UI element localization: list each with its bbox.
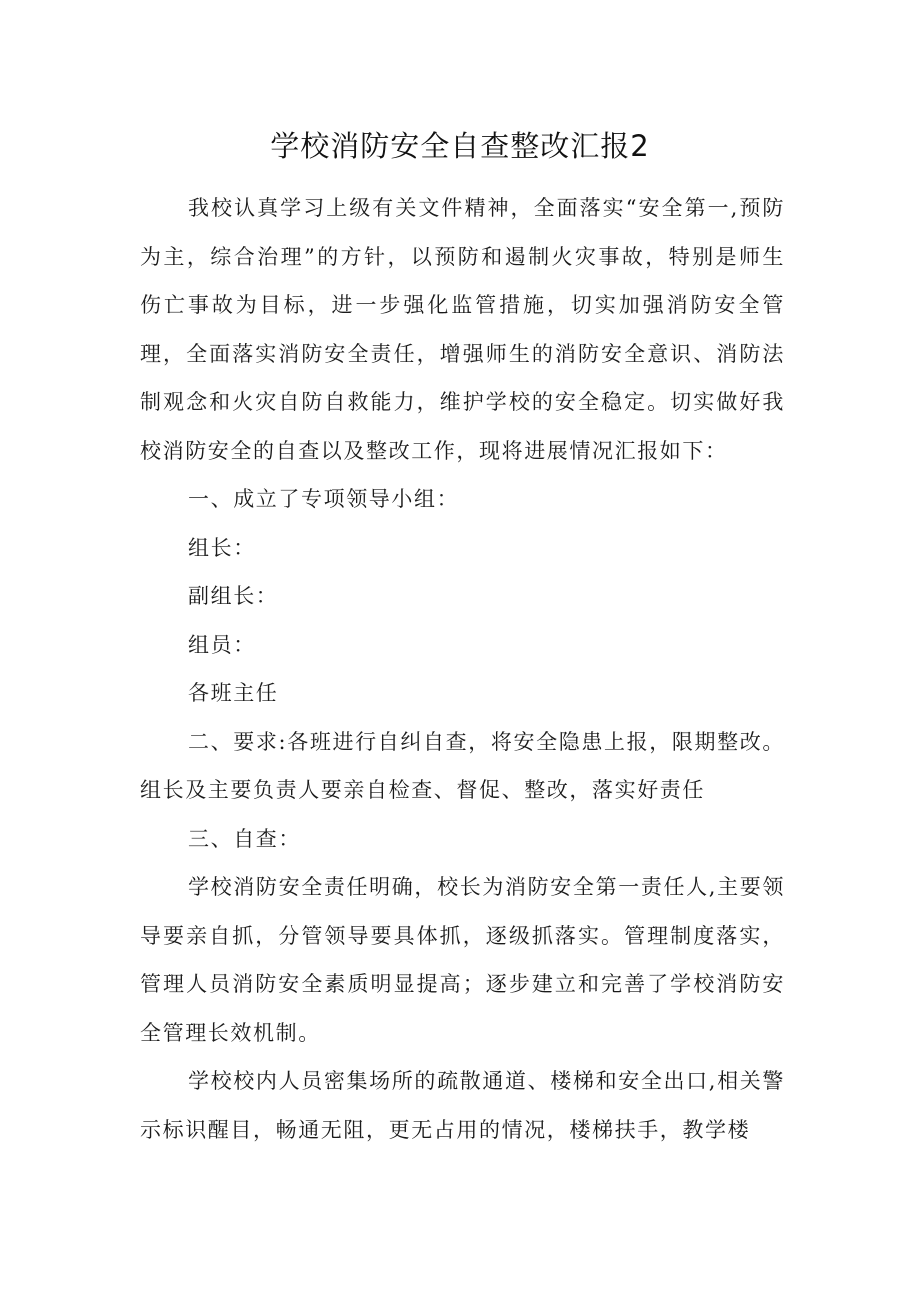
document-title: 学校消防安全自查整改汇报2 [270,129,650,163]
role-members: 组员： [188,632,256,657]
role-leader: 组长： [188,535,256,560]
document-body [140,184,785,1154]
section-heading-3: 三、自查： [188,826,301,851]
section-requirements: 二、要求:各班进行自纠自查，将安全隐患上报，限期整改。组长及主要负责人要亲自检查、督促、整改，落实好责任 [140,729,785,802]
paragraph-intro: 我校认真学习上级有关文件精神，全面落实“安全第一,预防为主，综合治理”的方针，以预防和遏制火灾事故，特别是师生伤亡事故为目标，进一步强化监管措施，切实加强消防安全管理，全面落实消防安全责任，增强师生的消防安全意识、消防法制观念和火灾自防自救能力，维护学校的安全稳定。切实做好我校消防安全的自查以及整改工作，现将进展情况汇报如下： [140,196,785,463]
role-class-teachers: 各班主任 [188,681,279,705]
role-deputy-leader: 副组长： [188,584,279,608]
paragraph-responsibility: 学校消防安全责任明确，校长为消防安全第一责任人,主要领导要亲自抓，分管领导要具体抓，逐级抓落实。管理制度落实，管理人员消防安全素质明显提高；逐步建立和完善了学校消防安全管理长效机制。 [140,875,785,1045]
section-heading-1: 一、成立了专项领导小组： [188,487,460,511]
paragraph-evacuation: 学校校内人员密集场所的疏散通道、楼梯和安全出口,相关警示标识醒目，畅通无阻，更无占用的情况，楼梯扶手，教学楼 [140,1069,785,1142]
